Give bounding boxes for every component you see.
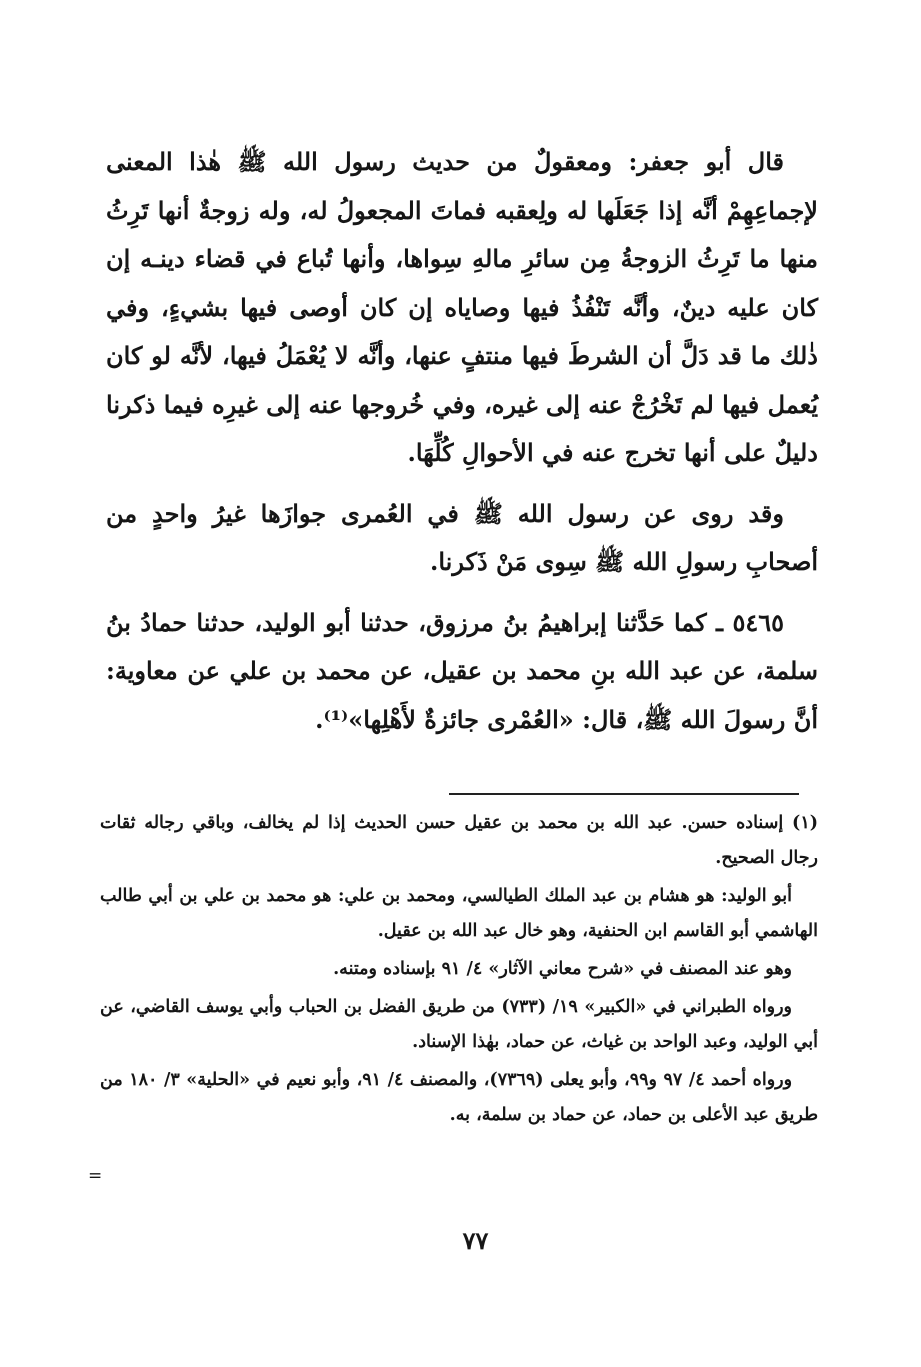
footnotes xyxy=(100,806,818,1136)
footnote-line: ورواه الطبراني في «الكبير» ١٩/ (٧٣٣) من طريق الفضل بن الحباب وأبي يوسف القاضي، عن أبي الوليد، وعبد الواحد بن غياث، عن حماد، بهٰذا الإسناد. xyxy=(100,997,818,1052)
page-number xyxy=(0,1226,921,1255)
paragraph-narration-note: وقد روى عن رسول الله ﷺ في العُمرى جوازَها غيرُ واحدٍ من أصحابِ رسولِ الله ﷺ سِوى مَنْ ذَكرنا. xyxy=(106,498,818,576)
footnote-line: أبو الوليد: هو هشام بن عبد الملك الطيالسي، ومحمد بن علي: هو محمد بن علي بن أبي طالب الهاشمي أبو القاسم ابن الحنفية، وهو خال عبد الله بن عقيل. xyxy=(100,886,818,941)
footnote-divider xyxy=(449,793,799,795)
footnote-1: (١) إسناده حسن. عبد الله بن محمد بن عقيل حسن الحديث إذا لم يخالف، وباقي رجاله ثقات رجال الصحيح. xyxy=(100,813,818,868)
paragraph-commentary: قال أبو جعفر: ومعقولٌ من حديث رسول الله ﷺ هٰذا المعنى لإجماعِهِمْ أنَّه إذا جَعَلَها له ولِعقبه فماتَ المجعولُ له، وله زوجةٌ أنها تَرِثُ منها ما تَرِثُ الزوجةُ مِن سائرِ مالهِ سِواها، وأنها تُباع في قضاء دينـه إن كان عليه دينٌ، وأنَّه تَنْفُذُ فيها وصاياه إن كان أوصى فيها بشيءٍ، وفي ذٰلك ما قد دَلَّ أن الشرطَ فيها منتفٍ عنها، وأنَّه لا يُعْمَلُ فيها، لأنَّه لو كان يُعمل فيها لم تَخْرُجْ عنه إلى غيره، وفي خُروجها عنه إلى غيرِه فيما ذكرنا دليلٌ على أنها تخرج عنه في الأحوالِ كُلِّهَا. xyxy=(106,147,818,467)
footnote-line: وهو عند المصنف في «شرح معاني الآثار» ٤/ ٩١ بإسناده ومتنه. xyxy=(333,959,792,979)
page-number-label: ٧٧ xyxy=(462,1226,489,1255)
footnote-continuation-mark: = xyxy=(88,1166,103,1186)
footnote-line: ورواه أحمد ٤/ ٩٧ و٩٩، وأبو يعلى (٧٣٦٩)، والمصنف ٤/ ٩١، وأبو نعيم في «الحلية» ٣/ ١٨٠ من طريق عبد الأعلى بن حماد، عن حماد بن سلمة، به. xyxy=(100,1070,818,1125)
main-text xyxy=(106,138,818,756)
paragraph-hadith-5465: ٥٤٦٥ ـ كما حَدَّثنا إبراهيمُ بنُ مرزوق، حدثنا أبو الوليد، حدثنا حمادُ بنُ سلمة، عن عبد الله بنِ محمد بن عقيل، عن محمد بن علي عن معاوية: أنَّ رسولَ الله ﷺ، قال: «العُمْرى جائزةٌ لأَهْلِها»⁽¹⁾. xyxy=(106,607,818,734)
